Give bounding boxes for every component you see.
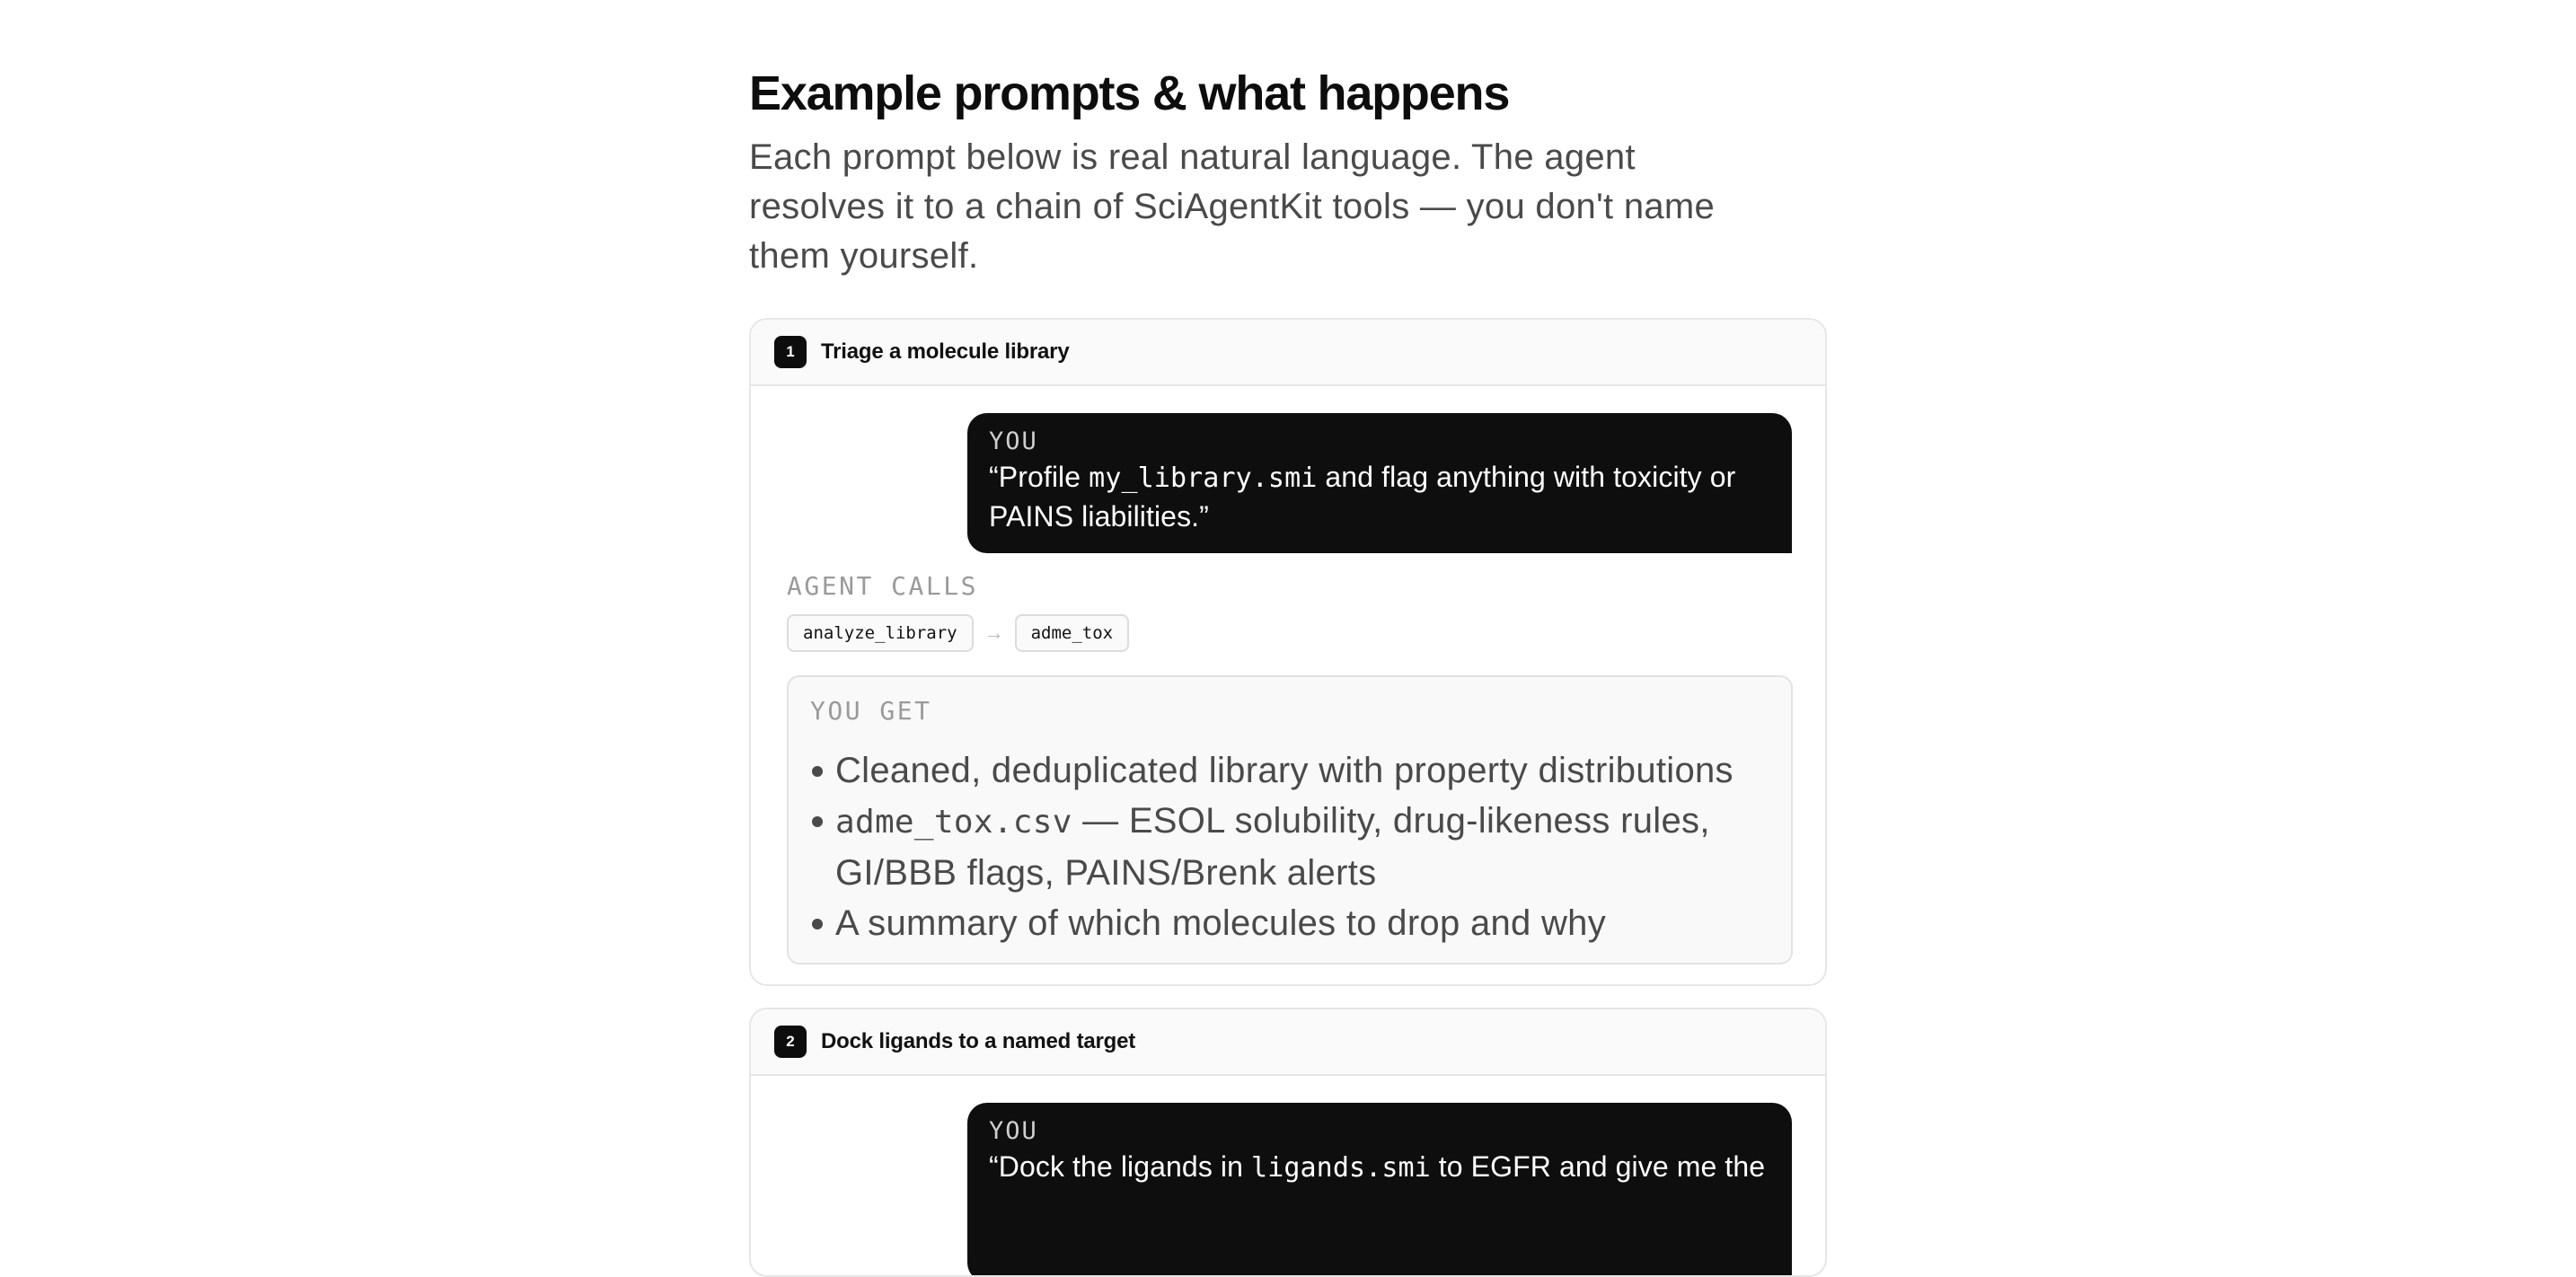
result-text: — ESOL solubility, drug-likeness rules, GI/BBB flags, PAINS/Brenk alerts xyxy=(835,801,1710,893)
result-item xyxy=(810,796,1769,898)
example-number-badge: 2 xyxy=(774,1026,807,1058)
result-text: A summary of which molecules to drop and why xyxy=(835,903,1607,943)
result-code: adme_tox.csv xyxy=(835,804,1072,841)
result-item xyxy=(810,898,1769,948)
prompt-text-end: and flag anything with toxicity or PAINS liabilities.” xyxy=(989,461,1736,533)
tool-chip-analyze-library: analyze_library xyxy=(787,614,974,652)
user-prompt-bubble xyxy=(967,1103,1792,1277)
example-card-header xyxy=(751,320,1825,386)
example-number-badge: 1 xyxy=(774,336,807,368)
example-card-1 xyxy=(749,318,1827,986)
arrow-right-icon: → xyxy=(984,621,1004,644)
tool-chain xyxy=(787,614,1129,652)
result-item xyxy=(810,745,1769,796)
tool-chip-adme-tox: adme_tox xyxy=(1015,614,1130,652)
result-text: Cleaned, deduplicated library with property distributions xyxy=(835,751,1734,790)
example-card-header xyxy=(751,1009,1825,1076)
agent-calls-label: AGENT CALLS xyxy=(787,571,978,601)
you-label: YOU xyxy=(989,1117,1038,1145)
example-card-2 xyxy=(749,1008,1827,1277)
example-title: Triage a molecule library xyxy=(821,339,1070,364)
prompt-filename-code: my_library.smi xyxy=(1089,462,1318,494)
section-title: Example prompts & what happens xyxy=(749,66,1510,120)
user-prompt-text xyxy=(989,458,1770,535)
example-title: Dock ligands to a named target xyxy=(821,1029,1136,1053)
prompt-filename-code: ligands.smi xyxy=(1251,1152,1431,1184)
prompt-text-end: to EGFR and give me the xyxy=(1430,1150,1766,1183)
user-prompt-text xyxy=(989,1148,1770,1187)
results-box xyxy=(787,675,1793,964)
you-get-label: YOU GET xyxy=(810,696,932,726)
prompt-text-start: “Profile xyxy=(989,461,1090,493)
section-lede: Each prompt below is real natural language. The agent resolves it to a chain of SciAgentKit tools — you don't name them yourself. xyxy=(749,137,1716,276)
prompt-text-start: “Dock the ligands in xyxy=(989,1150,1252,1183)
you-label: YOU xyxy=(989,427,1038,455)
user-prompt-bubble xyxy=(967,413,1792,553)
results-list xyxy=(810,745,1769,948)
